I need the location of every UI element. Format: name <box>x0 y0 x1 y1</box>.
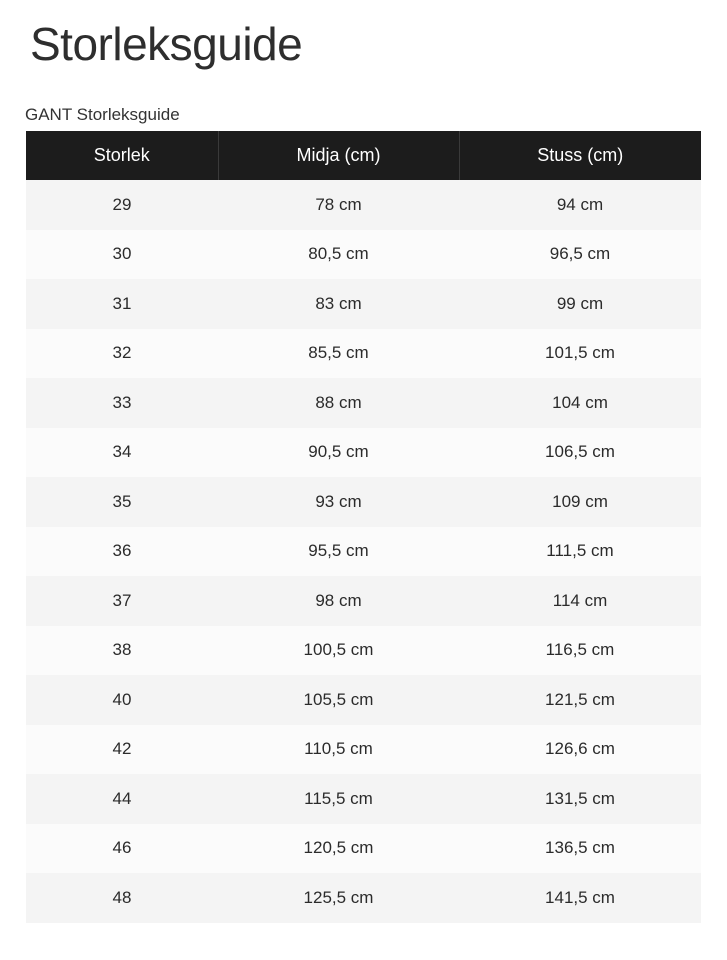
cell-size: 32 <box>26 329 218 379</box>
page-title: Storleksguide <box>30 18 303 70</box>
table-row <box>26 378 701 428</box>
cell-size: 36 <box>26 527 218 577</box>
table-row <box>26 774 701 824</box>
cell-size: 44 <box>26 774 218 824</box>
table-row <box>26 180 701 230</box>
cell-waist: 90,5 cm <box>218 428 459 478</box>
cell-hip: 96,5 cm <box>459 230 701 280</box>
cell-size: 29 <box>26 180 218 230</box>
cell-hip: 136,5 cm <box>459 824 701 874</box>
cell-size: 35 <box>26 477 218 527</box>
cell-hip: 114 cm <box>459 576 701 626</box>
cell-waist: 105,5 cm <box>218 675 459 725</box>
header-row <box>26 131 701 180</box>
table-row <box>26 626 701 676</box>
cell-hip: 106,5 cm <box>459 428 701 478</box>
cell-waist: 93 cm <box>218 477 459 527</box>
size-guide-table <box>26 131 701 923</box>
cell-size: 34 <box>26 428 218 478</box>
cell-waist: 78 cm <box>218 180 459 230</box>
cell-size: 48 <box>26 873 218 923</box>
cell-size: 33 <box>26 378 218 428</box>
table-row <box>26 428 701 478</box>
cell-hip: 99 cm <box>459 279 701 329</box>
table-row <box>26 477 701 527</box>
table-caption: GANT Storleksguide <box>25 105 180 124</box>
table-row <box>26 329 701 379</box>
cell-waist: 88 cm <box>218 378 459 428</box>
cell-hip: 121,5 cm <box>459 675 701 725</box>
table-body <box>26 180 701 923</box>
cell-waist: 85,5 cm <box>218 329 459 379</box>
cell-size: 31 <box>26 279 218 329</box>
cell-hip: 109 cm <box>459 477 701 527</box>
cell-hip: 131,5 cm <box>459 774 701 824</box>
table-row <box>26 230 701 280</box>
cell-hip: 94 cm <box>459 180 701 230</box>
cell-waist: 115,5 cm <box>218 774 459 824</box>
cell-waist: 83 cm <box>218 279 459 329</box>
cell-size: 30 <box>26 230 218 280</box>
cell-hip: 116,5 cm <box>459 626 701 676</box>
cell-size: 46 <box>26 824 218 874</box>
cell-waist: 120,5 cm <box>218 824 459 874</box>
cell-waist: 98 cm <box>218 576 459 626</box>
cell-size: 38 <box>26 626 218 676</box>
cell-hip: 111,5 cm <box>459 527 701 577</box>
cell-size: 40 <box>26 675 218 725</box>
header-size: Storlek <box>26 131 218 180</box>
cell-hip: 101,5 cm <box>459 329 701 379</box>
cell-hip: 141,5 cm <box>459 873 701 923</box>
header-hip: Stuss (cm) <box>459 131 701 180</box>
table-row <box>26 675 701 725</box>
cell-hip: 126,6 cm <box>459 725 701 775</box>
cell-waist: 100,5 cm <box>218 626 459 676</box>
table-row <box>26 279 701 329</box>
table-row <box>26 824 701 874</box>
cell-waist: 95,5 cm <box>218 527 459 577</box>
cell-waist: 125,5 cm <box>218 873 459 923</box>
table-header <box>26 131 701 180</box>
table-row <box>26 725 701 775</box>
table-row <box>26 873 701 923</box>
cell-size: 42 <box>26 725 218 775</box>
cell-waist: 80,5 cm <box>218 230 459 280</box>
cell-size: 37 <box>26 576 218 626</box>
cell-hip: 104 cm <box>459 378 701 428</box>
table-row <box>26 576 701 626</box>
cell-waist: 110,5 cm <box>218 725 459 775</box>
table-row <box>26 527 701 577</box>
header-waist: Midja (cm) <box>218 131 459 180</box>
